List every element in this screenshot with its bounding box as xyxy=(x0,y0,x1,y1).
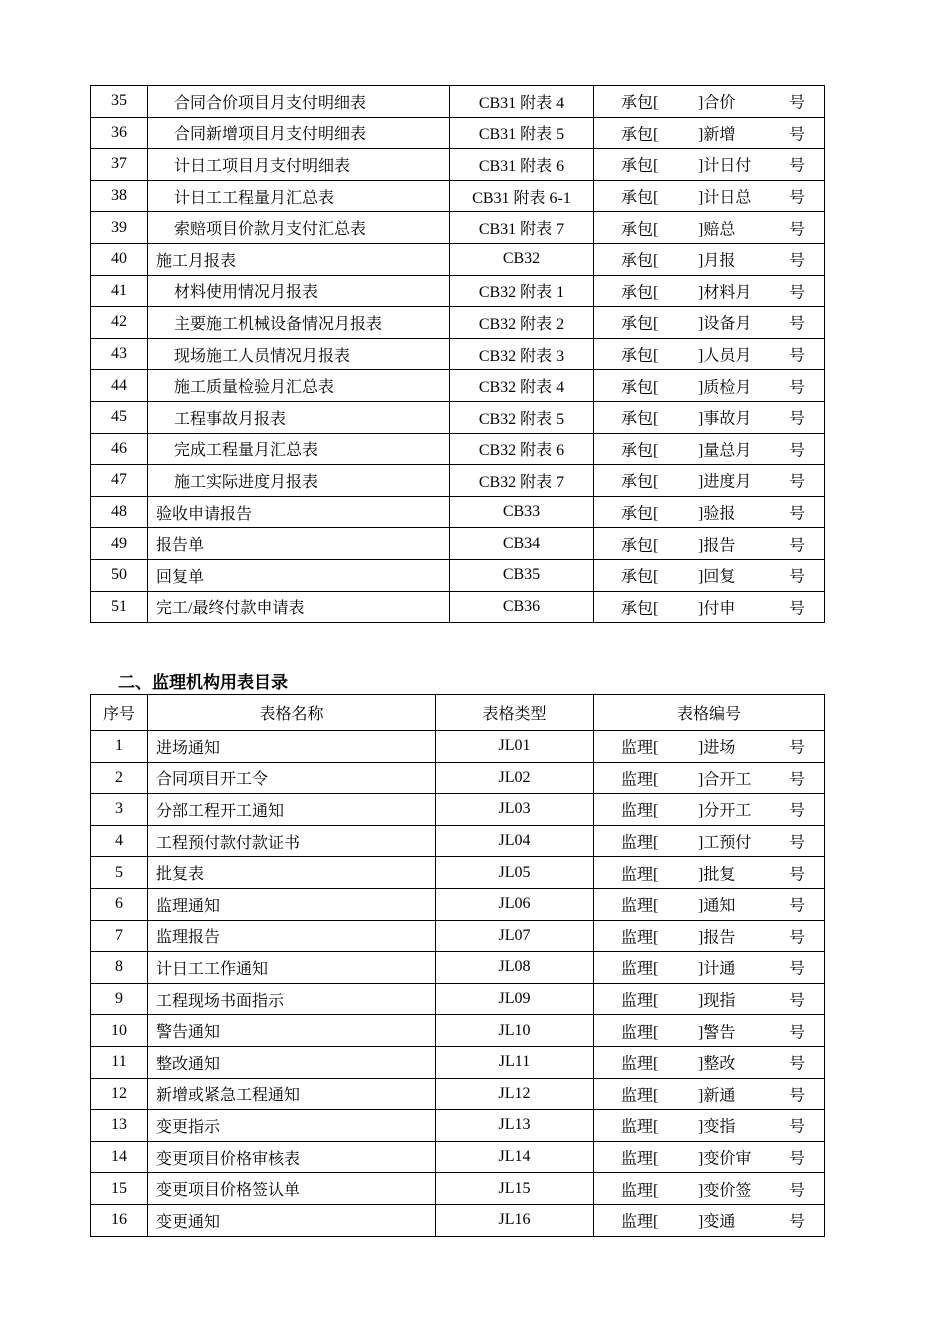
form-code xyxy=(594,149,825,181)
form-name: 整改通知 xyxy=(148,1046,436,1078)
table-row xyxy=(91,825,825,857)
form-name: 合同项目开工令 xyxy=(148,762,436,794)
form-code xyxy=(594,983,825,1015)
code-prefix: 监理[ xyxy=(621,1118,659,1136)
form-code xyxy=(594,888,825,920)
table-row xyxy=(91,857,825,889)
supervision-forms-body xyxy=(91,731,825,1237)
code-suffix: 号 xyxy=(789,1118,806,1136)
form-code xyxy=(594,86,825,118)
code-suffix: 号 xyxy=(789,473,806,491)
code-prefix: 承包[ xyxy=(621,252,659,270)
code-mid: ]分开工 xyxy=(698,802,752,820)
form-type: JL09 xyxy=(436,983,594,1015)
form-code xyxy=(594,1110,825,1142)
code-suffix: 号 xyxy=(789,929,806,947)
row-number: 8 xyxy=(91,952,148,984)
form-code xyxy=(594,212,825,244)
form-code xyxy=(594,338,825,370)
row-number: 2 xyxy=(91,762,148,794)
row-number: 11 xyxy=(91,1046,148,1078)
code-prefix: 承包[ xyxy=(621,568,659,586)
row-number: 9 xyxy=(91,983,148,1015)
code-suffix: 号 xyxy=(789,1182,806,1200)
row-number: 37 xyxy=(91,149,148,181)
form-name: 工程事故月报表 xyxy=(148,401,450,433)
form-name: 验收申请报告 xyxy=(148,496,450,528)
form-name: 变更项目价格签认单 xyxy=(148,1173,436,1205)
table-row xyxy=(91,180,825,212)
row-number: 16 xyxy=(91,1204,148,1236)
form-name: 索赔项目价款月支付汇总表 xyxy=(148,212,450,244)
header-row xyxy=(91,695,825,731)
form-name: 工程预付款付款证书 xyxy=(148,825,436,857)
form-type: JL12 xyxy=(436,1078,594,1110)
row-number: 50 xyxy=(91,559,148,591)
form-name: 变更项目价格审核表 xyxy=(148,1141,436,1173)
form-type: JL16 xyxy=(436,1204,594,1236)
form-code xyxy=(594,794,825,826)
form-code xyxy=(594,825,825,857)
code-prefix: 监理[ xyxy=(621,866,659,884)
code-suffix: 号 xyxy=(789,379,806,397)
code-suffix: 号 xyxy=(789,221,806,239)
code-prefix: 监理[ xyxy=(621,1213,659,1231)
form-code xyxy=(594,762,825,794)
header-type: 表格类型 xyxy=(436,695,594,731)
form-code xyxy=(594,370,825,402)
form-code xyxy=(594,275,825,307)
table-row xyxy=(91,465,825,497)
table-row xyxy=(91,794,825,826)
code-mid: ]人员月 xyxy=(698,347,752,365)
code-prefix: 监理[ xyxy=(621,1150,659,1168)
form-type: CB31 附表 7 xyxy=(450,212,594,244)
form-name: 工程现场书面指示 xyxy=(148,983,436,1015)
code-prefix: 监理[ xyxy=(621,897,659,915)
code-mid: ]通知 xyxy=(698,897,736,915)
table-row xyxy=(91,149,825,181)
form-name: 合同新增项目月支付明细表 xyxy=(148,117,450,149)
code-suffix: 号 xyxy=(789,1055,806,1073)
table-row xyxy=(91,1204,825,1236)
code-prefix: 监理[ xyxy=(621,771,659,789)
row-number: 1 xyxy=(91,731,148,763)
code-suffix: 号 xyxy=(789,1087,806,1105)
code-mid: ]变通 xyxy=(698,1213,736,1231)
code-mid: ]进度月 xyxy=(698,473,752,491)
form-name: 进场通知 xyxy=(148,731,436,763)
form-name: 警告通知 xyxy=(148,1015,436,1047)
form-code xyxy=(594,857,825,889)
row-number: 36 xyxy=(91,117,148,149)
code-prefix: 监理[ xyxy=(621,929,659,947)
row-number: 12 xyxy=(91,1078,148,1110)
code-mid: ]计日总 xyxy=(698,189,752,207)
code-suffix: 号 xyxy=(789,739,806,757)
table-row xyxy=(91,920,825,952)
form-type: CB34 xyxy=(450,528,594,560)
form-code xyxy=(594,952,825,984)
code-mid: ]量总月 xyxy=(698,442,752,460)
code-prefix: 监理[ xyxy=(621,739,659,757)
code-suffix: 号 xyxy=(789,600,806,618)
form-type: CB32 附表 3 xyxy=(450,338,594,370)
code-suffix: 号 xyxy=(789,189,806,207)
code-suffix: 号 xyxy=(789,897,806,915)
form-type: CB31 附表 5 xyxy=(450,117,594,149)
row-number: 13 xyxy=(91,1110,148,1142)
form-type: JL14 xyxy=(436,1141,594,1173)
code-suffix: 号 xyxy=(789,126,806,144)
row-number: 7 xyxy=(91,920,148,952)
form-type: CB32 附表 7 xyxy=(450,465,594,497)
form-name: 施工质量检验月汇总表 xyxy=(148,370,450,402)
row-number: 39 xyxy=(91,212,148,244)
header-code: 表格编号 xyxy=(594,695,825,731)
code-mid: ]材料月 xyxy=(698,284,752,302)
code-prefix: 承包[ xyxy=(621,157,659,175)
code-prefix: 承包[ xyxy=(621,189,659,207)
table-row xyxy=(91,559,825,591)
row-number: 40 xyxy=(91,243,148,275)
code-mid: ]工预付 xyxy=(698,834,752,852)
code-prefix: 监理[ xyxy=(621,1087,659,1105)
code-mid: ]新增 xyxy=(698,126,736,144)
form-name: 计日工项目月支付明细表 xyxy=(148,149,450,181)
form-type: JL06 xyxy=(436,888,594,920)
form-type: JL07 xyxy=(436,920,594,952)
code-mid: ]整改 xyxy=(698,1055,736,1073)
form-code xyxy=(594,465,825,497)
code-mid: ]报告 xyxy=(698,929,736,947)
code-suffix: 号 xyxy=(789,410,806,428)
form-type: CB32 附表 6 xyxy=(450,433,594,465)
code-suffix: 号 xyxy=(789,442,806,460)
form-name: 计日工工作通知 xyxy=(148,952,436,984)
form-name: 回复单 xyxy=(148,559,450,591)
table-row xyxy=(91,401,825,433)
table-row xyxy=(91,117,825,149)
code-suffix: 号 xyxy=(789,1150,806,1168)
form-name: 材料使用情况月报表 xyxy=(148,275,450,307)
table-row xyxy=(91,1110,825,1142)
code-prefix: 承包[ xyxy=(621,442,659,460)
form-type: CB31 附表 6 xyxy=(450,149,594,181)
code-prefix: 监理[ xyxy=(621,960,659,978)
row-number: 4 xyxy=(91,825,148,857)
row-number: 41 xyxy=(91,275,148,307)
form-type: JL04 xyxy=(436,825,594,857)
table-row xyxy=(91,275,825,307)
section-title: 二、监理机构用表目录 xyxy=(118,673,288,693)
code-prefix: 承包[ xyxy=(621,221,659,239)
form-name: 主要施工机械设备情况月报表 xyxy=(148,307,450,339)
row-number: 47 xyxy=(91,465,148,497)
form-code xyxy=(594,1204,825,1236)
form-code xyxy=(594,920,825,952)
form-code xyxy=(594,307,825,339)
row-number: 46 xyxy=(91,433,148,465)
row-number: 6 xyxy=(91,888,148,920)
form-code xyxy=(594,591,825,623)
form-type: JL02 xyxy=(436,762,594,794)
table-row xyxy=(91,307,825,339)
table-row xyxy=(91,591,825,623)
code-mid: ]警告 xyxy=(698,1024,736,1042)
form-code xyxy=(594,528,825,560)
code-mid: ]变指 xyxy=(698,1118,736,1136)
form-code xyxy=(594,559,825,591)
code-mid: ]计日付 xyxy=(698,157,752,175)
row-number: 48 xyxy=(91,496,148,528)
code-prefix: 监理[ xyxy=(621,1024,659,1042)
code-mid: ]合价 xyxy=(698,94,736,112)
form-name: 施工月报表 xyxy=(148,243,450,275)
code-suffix: 号 xyxy=(789,537,806,555)
form-name: 施工实际进度月报表 xyxy=(148,465,450,497)
form-type: CB36 xyxy=(450,591,594,623)
table-row xyxy=(91,86,825,118)
form-name: 完成工程量月汇总表 xyxy=(148,433,450,465)
form-type: JL10 xyxy=(436,1015,594,1047)
code-mid: ]质检月 xyxy=(698,379,752,397)
code-mid: ]付申 xyxy=(698,600,736,618)
form-type: JL11 xyxy=(436,1046,594,1078)
form-name: 现场施工人员情况月报表 xyxy=(148,338,450,370)
code-mid: ]回复 xyxy=(698,568,736,586)
code-prefix: 承包[ xyxy=(621,94,659,112)
contractor-forms-body xyxy=(91,86,825,623)
form-type: JL05 xyxy=(436,857,594,889)
form-type: JL08 xyxy=(436,952,594,984)
row-number: 42 xyxy=(91,307,148,339)
supervision-forms-table xyxy=(90,694,825,1237)
form-name: 计日工工程量月汇总表 xyxy=(148,180,450,212)
code-suffix: 号 xyxy=(789,1213,806,1231)
code-mid: ]合开工 xyxy=(698,771,752,789)
code-mid: ]设备月 xyxy=(698,315,752,333)
form-type: CB32 xyxy=(450,243,594,275)
form-code xyxy=(594,433,825,465)
code-suffix: 号 xyxy=(789,284,806,302)
table-row xyxy=(91,338,825,370)
form-type: CB31 附表 6-1 xyxy=(450,180,594,212)
code-prefix: 监理[ xyxy=(621,802,659,820)
form-name: 监理通知 xyxy=(148,888,436,920)
table-row xyxy=(91,1173,825,1205)
code-suffix: 号 xyxy=(789,315,806,333)
form-code xyxy=(594,243,825,275)
code-mid: ]月报 xyxy=(698,252,736,270)
form-type: JL01 xyxy=(436,731,594,763)
code-suffix: 号 xyxy=(789,1024,806,1042)
row-number: 49 xyxy=(91,528,148,560)
code-mid: ]事故月 xyxy=(698,410,752,428)
code-prefix: 承包[ xyxy=(621,473,659,491)
code-prefix: 承包[ xyxy=(621,410,659,428)
code-mid: ]批复 xyxy=(698,866,736,884)
code-suffix: 号 xyxy=(789,866,806,884)
row-number: 15 xyxy=(91,1173,148,1205)
form-code xyxy=(594,1015,825,1047)
table-row xyxy=(91,952,825,984)
row-number: 5 xyxy=(91,857,148,889)
table-row xyxy=(91,433,825,465)
table-row xyxy=(91,528,825,560)
header-name: 表格名称 xyxy=(148,695,436,731)
form-type: CB33 xyxy=(450,496,594,528)
form-name: 监理报告 xyxy=(148,920,436,952)
form-code xyxy=(594,117,825,149)
code-suffix: 号 xyxy=(789,834,806,852)
code-suffix: 号 xyxy=(789,802,806,820)
code-prefix: 监理[ xyxy=(621,992,659,1010)
table-row xyxy=(91,212,825,244)
form-name: 报告单 xyxy=(148,528,450,560)
code-prefix: 承包[ xyxy=(621,347,659,365)
form-name: 批复表 xyxy=(148,857,436,889)
table-row xyxy=(91,1141,825,1173)
form-type: CB32 附表 4 xyxy=(450,370,594,402)
row-number: 3 xyxy=(91,794,148,826)
code-mid: ]报告 xyxy=(698,537,736,555)
form-type: CB32 附表 2 xyxy=(450,307,594,339)
code-mid: ]现指 xyxy=(698,992,736,1010)
table-row xyxy=(91,496,825,528)
code-suffix: 号 xyxy=(789,157,806,175)
row-number: 44 xyxy=(91,370,148,402)
code-prefix: 承包[ xyxy=(621,315,659,333)
form-name: 合同合价项目月支付明细表 xyxy=(148,86,450,118)
code-prefix: 承包[ xyxy=(621,505,659,523)
table-row xyxy=(91,888,825,920)
code-prefix: 承包[ xyxy=(621,126,659,144)
table-row xyxy=(91,1078,825,1110)
row-number: 14 xyxy=(91,1141,148,1173)
form-type: JL15 xyxy=(436,1173,594,1205)
row-number: 51 xyxy=(91,591,148,623)
form-code xyxy=(594,401,825,433)
form-code xyxy=(594,731,825,763)
code-suffix: 号 xyxy=(789,347,806,365)
code-prefix: 承包[ xyxy=(621,537,659,555)
code-suffix: 号 xyxy=(789,771,806,789)
row-number: 10 xyxy=(91,1015,148,1047)
form-code xyxy=(594,1046,825,1078)
row-number: 38 xyxy=(91,180,148,212)
form-name: 完工/最终付款申请表 xyxy=(148,591,450,623)
code-mid: ]计通 xyxy=(698,960,736,978)
code-suffix: 号 xyxy=(789,992,806,1010)
contractor-forms-table xyxy=(90,85,825,623)
form-type: CB31 附表 4 xyxy=(450,86,594,118)
form-code xyxy=(594,1078,825,1110)
table-row xyxy=(91,731,825,763)
form-name: 分部工程开工通知 xyxy=(148,794,436,826)
form-code xyxy=(594,1141,825,1173)
code-mid: ]新通 xyxy=(698,1087,736,1105)
table-row xyxy=(91,762,825,794)
code-suffix: 号 xyxy=(789,505,806,523)
code-prefix: 承包[ xyxy=(621,600,659,618)
code-suffix: 号 xyxy=(789,252,806,270)
code-mid: ]变价审 xyxy=(698,1150,752,1168)
form-name: 变更通知 xyxy=(148,1204,436,1236)
form-type: JL13 xyxy=(436,1110,594,1142)
code-mid: ]进场 xyxy=(698,739,736,757)
table-row xyxy=(91,1015,825,1047)
code-prefix: 承包[ xyxy=(621,379,659,397)
row-number: 43 xyxy=(91,338,148,370)
form-type: JL03 xyxy=(436,794,594,826)
table-row xyxy=(91,370,825,402)
header-no: 序号 xyxy=(91,695,148,731)
form-name: 新增或紧急工程通知 xyxy=(148,1078,436,1110)
code-mid: ]验报 xyxy=(698,505,736,523)
table-row xyxy=(91,1046,825,1078)
form-name: 变更指示 xyxy=(148,1110,436,1142)
form-code xyxy=(594,180,825,212)
table-row xyxy=(91,983,825,1015)
form-type: CB35 xyxy=(450,559,594,591)
code-prefix: 监理[ xyxy=(621,1182,659,1200)
form-type: CB32 附表 5 xyxy=(450,401,594,433)
code-mid: ]赔总 xyxy=(698,221,736,239)
code-suffix: 号 xyxy=(789,568,806,586)
form-code xyxy=(594,1173,825,1205)
code-prefix: 承包[ xyxy=(621,284,659,302)
code-prefix: 监理[ xyxy=(621,1055,659,1073)
code-suffix: 号 xyxy=(789,94,806,112)
row-number: 45 xyxy=(91,401,148,433)
row-number: 35 xyxy=(91,86,148,118)
code-prefix: 监理[ xyxy=(621,834,659,852)
code-mid: ]变价签 xyxy=(698,1182,752,1200)
code-suffix: 号 xyxy=(789,960,806,978)
table-row xyxy=(91,243,825,275)
form-code xyxy=(594,496,825,528)
form-type: CB32 附表 1 xyxy=(450,275,594,307)
